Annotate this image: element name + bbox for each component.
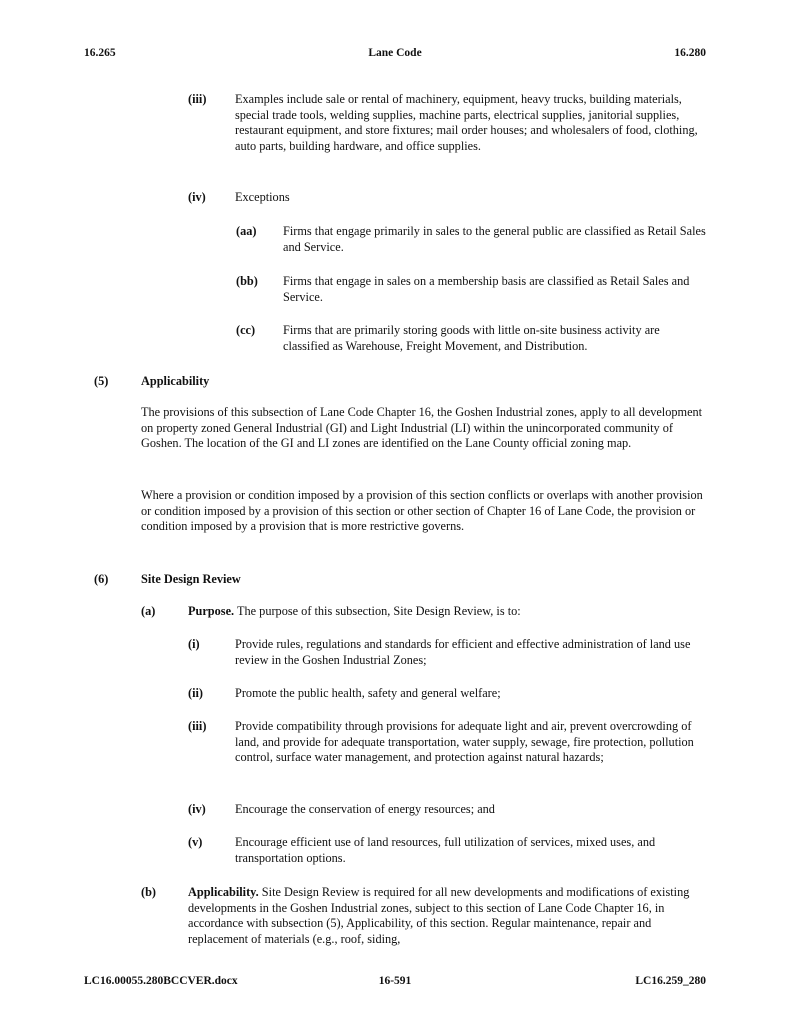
footer-page-number: 16-591 xyxy=(378,975,412,987)
item-label: (iv) xyxy=(188,802,206,816)
section-number: (5) xyxy=(94,374,109,388)
item-a-purpose xyxy=(141,604,708,620)
item-body: Site Design Review is required for all new developments and modifications of existing developments in the Goshen Industrial zones, subject to this section of Lane Code Chapter 16, in accordance with subsection (5), Applicability, of this section. Regular maintenance, repair and replacement of materials (e.g., roof, siding, xyxy=(188,885,690,946)
item-text: Encourage efficient use of land resources, full utilization of services, mixed uses, and transportation options. xyxy=(235,835,656,865)
section-6-heading xyxy=(94,572,708,588)
item-aa xyxy=(236,224,708,256)
item-label: (ii) xyxy=(188,686,204,700)
item-label: (v) xyxy=(188,835,203,849)
header-section-end: 16.280 xyxy=(674,47,706,59)
item-label: (a) xyxy=(141,604,156,618)
item-label: (iv) xyxy=(188,190,206,204)
header-section-start: 16.265 xyxy=(84,47,116,59)
item-body: The purpose of this subsection, Site Design Review, is to: xyxy=(234,604,521,618)
item-label: (iii) xyxy=(188,92,207,106)
item-text xyxy=(188,885,708,947)
item-label: (i) xyxy=(188,637,200,651)
section-number: (6) xyxy=(94,572,109,586)
item-text: Firms that engage in sales on a membership basis are classified as Retail Sales and Service. xyxy=(283,274,690,304)
item-iii-examples xyxy=(188,92,708,172)
item-a-ii xyxy=(188,686,708,702)
item-bb xyxy=(236,274,708,306)
item-a-iv xyxy=(188,802,708,818)
header-title: Lane Code xyxy=(368,47,422,59)
item-a-iii xyxy=(188,719,708,783)
item-a-i xyxy=(188,637,708,669)
section-5-paragraph-2: Where a provision or condition imposed by a provision of this section conflicts or overlaps with another provision or condition imposed by a provision of this section or other section of Chapter 16 of Lane Code, the provision or condition imposed by a provision that is more restrictive governs. xyxy=(141,488,703,534)
item-label: (cc) xyxy=(236,323,256,337)
item-text: Provide compatibility through provisions for adequate light and air, prevent overcrowding of land, and provide for adequate transportation, water supply, sewage, fire protection, pollution control, surface water management, and protection against natural hazards; xyxy=(235,719,694,765)
item-text: Provide rules, regulations and standards for efficient and effective administration of land use review in the Goshen Industrial Zones; xyxy=(235,637,691,667)
item-label: (aa) xyxy=(236,224,257,238)
section-5-heading xyxy=(94,374,708,390)
item-b-applicability xyxy=(141,885,708,949)
item-text xyxy=(188,604,708,620)
item-text: Firms that are primarily storing goods with little on-site business activity are classified as Warehouse, Freight Movement, and Distribution. xyxy=(283,323,660,353)
footer-filename: LC16.00055.280BCCVER.docx xyxy=(84,975,238,987)
item-text: Encourage the conservation of energy resources; and xyxy=(235,802,495,816)
item-text: Examples include sale or rental of machinery, equipment, heavy trucks, building materials, special trade tools, welding supplies, machine parts, electrical supplies, janitorial supplies, restaurant equipment, and store fixtures; mail order houses; and wholesalers of food, clothing, auto parts, building hardware, and office supplies. xyxy=(235,92,698,153)
page-header xyxy=(84,46,706,62)
item-title: Applicability. xyxy=(188,885,259,899)
item-label: (b) xyxy=(141,885,157,899)
item-label: (bb) xyxy=(236,274,258,288)
page-footer xyxy=(84,974,706,990)
footer-reference: LC16.259_280 xyxy=(635,975,706,987)
item-text: Promote the public health, safety and general welfare; xyxy=(235,686,501,700)
item-title: Purpose. xyxy=(188,604,235,618)
item-text: Exceptions xyxy=(235,190,290,204)
item-iv-exceptions xyxy=(188,190,708,206)
item-a-v xyxy=(188,835,708,867)
section-heading: Site Design Review xyxy=(141,572,241,586)
item-cc xyxy=(236,323,708,355)
item-label: (iii) xyxy=(188,719,207,733)
section-5-paragraph-1: The provisions of this subsection of Lane Code Chapter 16, the Goshen Industrial zones, apply to all development on property zoned General Industrial (GI) and Light Industrial (LI) within the unincorporated community of Goshen. The location of the GI and LI zones are identified on the Lane County official zoning map. xyxy=(141,405,703,451)
section-heading: Applicability xyxy=(141,374,210,388)
item-text: Firms that engage primarily in sales to the general public are classified as Retail Sales and Service. xyxy=(283,224,706,254)
